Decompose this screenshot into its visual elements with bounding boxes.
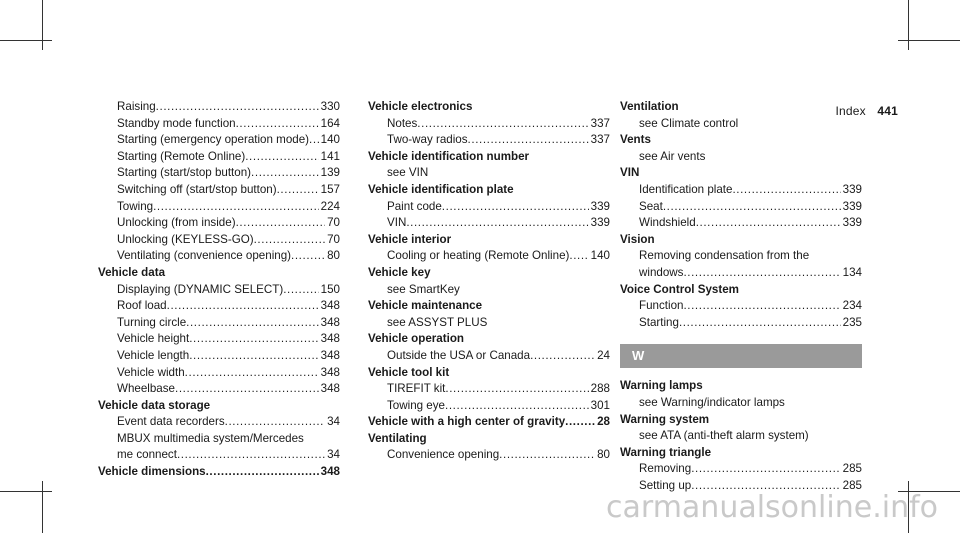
index-subentry	[368, 165, 610, 182]
index-subentry	[620, 315, 862, 332]
page-reference[interactable]: 330	[320, 100, 340, 113]
page-reference[interactable]: 348	[320, 465, 340, 479]
entry-text: MBUX multimedia system/Mercedes	[117, 431, 304, 445]
index-subentry	[368, 348, 610, 365]
index-subentry	[620, 265, 862, 282]
index-heading	[368, 265, 610, 282]
index-subentry	[620, 199, 862, 216]
page-reference[interactable]: 285	[842, 478, 862, 492]
entry-text: Unlocking (KEYLESS-GO)	[117, 232, 254, 246]
page-reference[interactable]: 348	[320, 365, 340, 379]
index-subentry	[368, 132, 610, 149]
index-subentry	[368, 116, 610, 133]
index-heading	[620, 378, 862, 395]
dot-leader	[186, 315, 319, 332]
dot-leader	[442, 199, 589, 216]
page-reference[interactable]: 28	[597, 415, 610, 429]
entry-text: Ventilation	[620, 100, 679, 113]
entry-text: Windshield	[639, 216, 696, 230]
crop-mark	[0, 40, 52, 41]
entry-text: Vehicle with a high center of gravity	[368, 415, 566, 429]
dot-leader	[309, 132, 319, 149]
page-reference[interactable]: 140	[590, 249, 610, 263]
index-subentry	[368, 398, 610, 415]
entry-text: Wheelbase	[117, 382, 176, 396]
entry-text: Paint code	[387, 199, 442, 213]
crop-mark	[42, 481, 43, 533]
index-subentry	[98, 348, 340, 365]
page-reference[interactable]: 285	[842, 462, 862, 476]
page-reference[interactable]: 134	[842, 265, 862, 279]
section-letter-heading: W	[620, 344, 862, 368]
index-subentry	[98, 414, 340, 431]
dot-leader	[569, 248, 588, 265]
entry-text: Vents	[620, 133, 651, 147]
dot-leader	[153, 199, 319, 216]
dot-leader	[206, 464, 319, 481]
page-reference[interactable]: 348	[320, 332, 340, 346]
entry-text: Towing	[117, 199, 154, 213]
index-heading	[620, 132, 862, 149]
index-heading	[368, 431, 610, 448]
index-subentry	[98, 298, 340, 315]
crop-mark	[0, 491, 52, 492]
page-reference[interactable]: 348	[320, 348, 340, 362]
index-subentry	[368, 282, 610, 299]
page-reference[interactable]: 339	[590, 216, 610, 230]
dot-leader	[254, 232, 325, 249]
index-heading	[98, 398, 340, 415]
index-subentry	[98, 381, 340, 398]
index-subentry	[98, 331, 340, 348]
dot-leader	[406, 215, 588, 232]
page-reference[interactable]: 339	[590, 199, 610, 213]
entry-text: Vehicle operation	[368, 332, 464, 346]
index-heading	[620, 99, 862, 116]
entry-text: see VIN	[387, 166, 429, 180]
dot-leader	[283, 282, 318, 299]
entry-text: Starting (emergency operation mode)	[117, 133, 310, 147]
page-reference[interactable]: 224	[320, 199, 340, 213]
entry-text: Vehicle identification plate	[368, 182, 514, 196]
entry-text: Removing condensation from the	[639, 249, 810, 263]
dot-leader	[683, 298, 840, 315]
page-number: 441	[877, 104, 898, 118]
page-reference[interactable]: 140	[320, 133, 340, 147]
dot-leader	[251, 165, 319, 182]
entry-text: Ventilating (convenience opening)	[117, 249, 292, 263]
entry-text: Starting	[639, 315, 679, 329]
entry-text: Two-way radios	[387, 133, 468, 147]
dot-leader	[277, 182, 319, 199]
entry-text: see Warning/indicator lamps	[639, 395, 785, 409]
index-subentry	[368, 381, 610, 398]
entry-text: Removing	[639, 462, 692, 476]
dot-leader	[225, 414, 325, 431]
index-heading	[620, 165, 862, 182]
crop-mark	[898, 40, 960, 41]
page-reference[interactable]: 80	[597, 448, 610, 462]
entry-text: Vehicle length	[117, 348, 190, 362]
page-reference[interactable]: 70	[327, 216, 340, 230]
entry-text: Setting up	[639, 478, 692, 492]
entry-text: VIN	[620, 166, 640, 180]
index-subentry	[620, 116, 862, 133]
index-subentry	[98, 199, 340, 216]
entry-text: Function	[639, 299, 684, 313]
dot-leader	[177, 447, 325, 464]
index-subentry	[98, 282, 340, 299]
index-heading	[98, 265, 340, 282]
index-heading	[368, 232, 610, 249]
index-heading	[620, 232, 862, 249]
entry-text: Vehicle data	[98, 265, 166, 279]
index-subentry	[620, 428, 862, 445]
entry-text: VIN	[387, 216, 407, 230]
entry-text: Seat	[639, 199, 663, 213]
index-heading	[368, 331, 610, 348]
page-reference[interactable]: 339	[842, 216, 862, 230]
entry-text: Vehicle identification number	[368, 149, 530, 163]
page-reference[interactable]: 139	[320, 166, 340, 180]
entry-text: Starting (Remote Online)	[117, 149, 246, 163]
index-subentry	[98, 116, 340, 133]
entry-text: Vehicle key	[368, 265, 431, 279]
page-reference[interactable]: 339	[842, 199, 862, 213]
index-subentry	[98, 182, 340, 199]
index-heading	[368, 149, 610, 166]
entry-text: see Air vents	[639, 149, 706, 163]
index-heading	[620, 412, 862, 429]
entry-text: Ventilating	[368, 431, 427, 445]
dot-leader	[468, 132, 589, 149]
page-reference[interactable]: 157	[320, 182, 340, 196]
dot-leader	[565, 414, 595, 431]
page-reference[interactable]: 235	[842, 315, 862, 329]
entry-text: Vehicle width	[117, 365, 185, 379]
dot-leader	[445, 381, 588, 398]
dot-leader	[691, 461, 840, 478]
entry-text: Vehicle height	[117, 332, 190, 346]
index-column-3	[620, 99, 862, 494]
entry-text: see ATA (anti-theft alarm system)	[639, 429, 809, 443]
entry-text: see ASSYST PLUS	[387, 315, 488, 329]
index-subentry	[98, 132, 340, 149]
index-heading	[368, 99, 610, 116]
watermark: carmanualsonline.info	[606, 490, 938, 525]
dot-leader	[175, 381, 319, 398]
index-subentry	[368, 199, 610, 216]
entry-text: Convenience opening	[387, 448, 500, 462]
entry-text: Outside the USA or Canada	[387, 348, 531, 362]
dot-leader	[236, 215, 326, 232]
index-subentry	[98, 232, 340, 249]
page-reference[interactable]: 301	[590, 398, 610, 412]
dot-leader	[185, 365, 319, 382]
dot-leader	[445, 398, 589, 415]
index-subentry	[368, 447, 610, 464]
index-heading	[98, 464, 340, 481]
entry-text: Event data recorders	[117, 415, 225, 429]
entry-text: Displaying (DYNAMIC SELECT)	[117, 282, 284, 296]
entry-text: Vehicle tool kit	[368, 365, 450, 379]
index-column-1	[98, 99, 340, 481]
page-reference[interactable]: 34	[327, 448, 340, 462]
dot-leader	[679, 315, 841, 332]
index-heading	[368, 182, 610, 199]
page-reference[interactable]: 348	[320, 299, 340, 313]
index-subentry	[98, 447, 340, 464]
index-column-2	[368, 99, 610, 464]
page-reference[interactable]: 80	[327, 249, 340, 263]
entry-text: Voice Control System	[620, 282, 739, 296]
entry-text: Vision	[620, 232, 655, 246]
dot-leader	[189, 331, 318, 348]
page-reference[interactable]: 24	[597, 348, 610, 362]
entry-text: Warning system	[620, 412, 710, 426]
index-subentry	[620, 461, 862, 478]
entry-text: Warning triangle	[620, 445, 712, 459]
page-reference[interactable]: 337	[590, 116, 610, 130]
index-subentry	[368, 248, 610, 265]
entry-text: Identification plate	[639, 182, 733, 196]
index-subentry	[98, 365, 340, 382]
page-reference[interactable]: 288	[590, 382, 610, 396]
index-subentry	[98, 315, 340, 332]
page-reference[interactable]: 339	[842, 182, 862, 196]
entry-text: Switching off (start/stop button)	[117, 182, 277, 196]
entry-text: Warning lamps	[620, 379, 703, 393]
index-subentry	[98, 165, 340, 182]
page-reference[interactable]: 337	[590, 133, 610, 147]
index-subentry	[368, 215, 610, 232]
entry-text: Turning circle	[117, 315, 187, 329]
dot-leader	[499, 447, 595, 464]
crop-mark	[42, 0, 43, 50]
entry-text: TIREFIT kit	[387, 382, 446, 396]
entry-text: Vehicle dimensions	[98, 465, 206, 479]
page-reference[interactable]: 348	[320, 382, 340, 396]
page-reference[interactable]: 234	[842, 299, 862, 313]
entry-text: Vehicle maintenance	[368, 299, 483, 313]
index-heading	[368, 365, 610, 382]
index-heading	[368, 298, 610, 315]
entry-text: Standby mode function	[117, 116, 236, 130]
index-subentry	[620, 298, 862, 315]
index-subentry	[98, 431, 340, 448]
index-subentry	[620, 149, 862, 166]
entry-text: Unlocking (from inside)	[117, 216, 236, 230]
index-subentry	[98, 149, 340, 166]
dot-leader	[683, 265, 840, 282]
index-subentry	[98, 99, 340, 116]
entry-text: see Climate control	[639, 116, 739, 130]
entry-text: Roof load	[117, 299, 167, 313]
page-reference[interactable]: 164	[320, 116, 340, 130]
entry-text: windows	[639, 265, 684, 279]
index-subentry	[368, 315, 610, 332]
dot-leader	[417, 116, 588, 133]
index-subentry	[620, 182, 862, 199]
entry-text: me connect	[117, 448, 177, 462]
dot-leader	[156, 99, 319, 116]
entry-text: Starting (start/stop button)	[117, 166, 252, 180]
page-reference[interactable]: 34	[327, 415, 340, 429]
dot-leader	[663, 199, 841, 216]
page-reference[interactable]: 141	[320, 149, 340, 163]
dot-leader	[245, 149, 318, 166]
entry-text: Raising	[117, 100, 156, 113]
page-title: Index	[835, 104, 866, 118]
crop-mark	[908, 0, 909, 50]
index-subentry	[98, 215, 340, 232]
page-reference[interactable]: 348	[320, 315, 340, 329]
page-reference[interactable]: 150	[320, 282, 340, 296]
dot-leader	[167, 298, 319, 315]
dot-leader	[530, 348, 595, 365]
entry-text: Vehicle interior	[368, 232, 452, 246]
index-subentry	[98, 248, 340, 265]
index-heading	[368, 414, 610, 431]
entry-text: Vehicle data storage	[98, 398, 211, 412]
entry-text: Notes	[387, 116, 418, 130]
dot-leader	[732, 182, 840, 199]
index-heading	[620, 282, 862, 299]
dot-leader	[696, 215, 841, 232]
dot-leader	[236, 116, 319, 133]
entry-text: Towing eye	[387, 398, 446, 412]
page-reference[interactable]: 70	[327, 232, 340, 246]
index-heading	[620, 445, 862, 462]
entry-text: see SmartKey	[387, 282, 460, 296]
index-subentry	[620, 215, 862, 232]
entry-text: Vehicle electronics	[368, 100, 473, 113]
dot-leader	[291, 248, 325, 265]
index-subentry	[620, 395, 862, 412]
index-subentry	[620, 248, 862, 265]
dot-leader	[189, 348, 318, 365]
entry-text: Cooling or heating (Remote Online)	[387, 249, 570, 263]
